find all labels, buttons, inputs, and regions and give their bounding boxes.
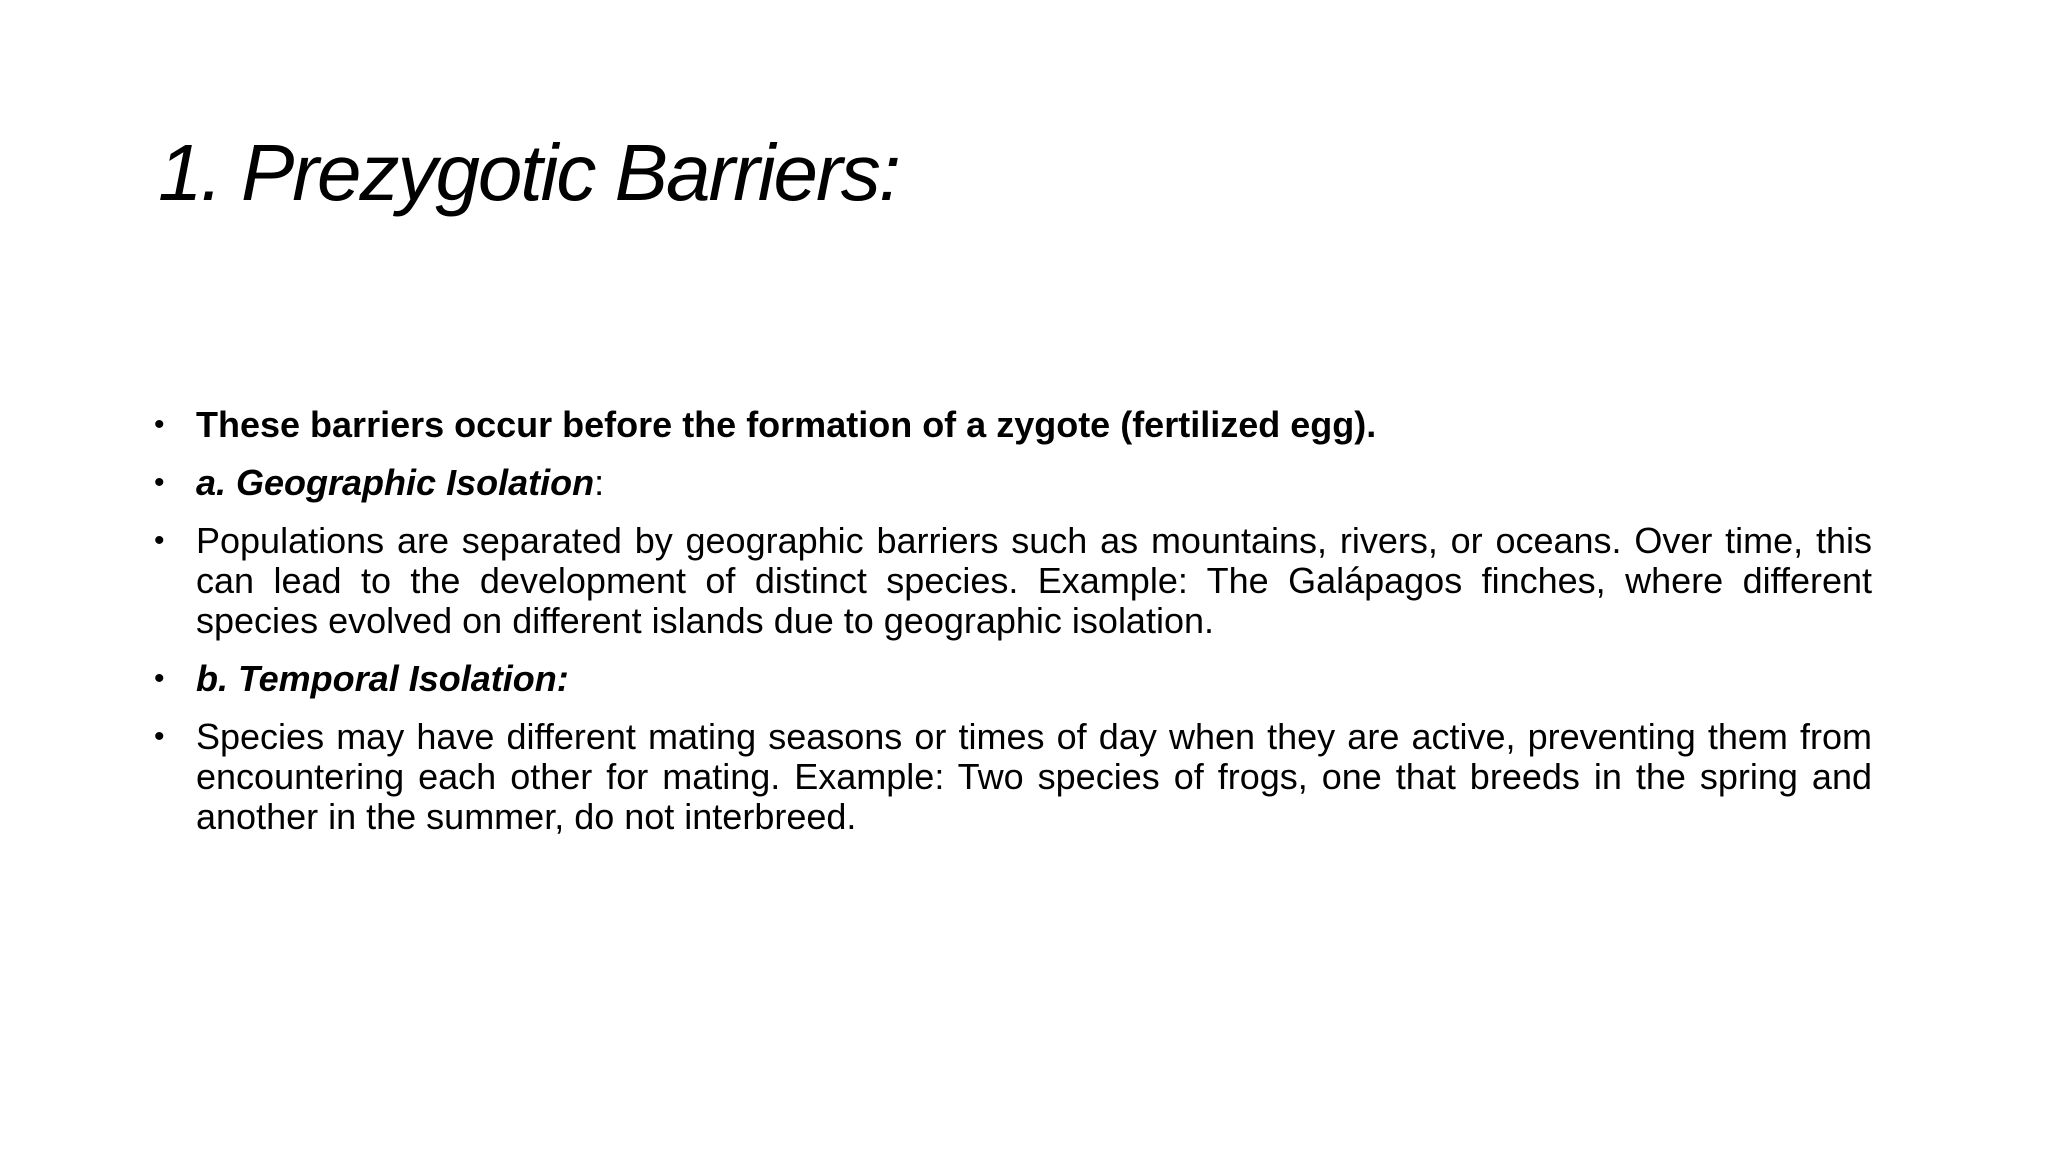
bullet-icon: •: [154, 662, 165, 695]
bullet-icon: •: [154, 524, 165, 557]
list-item: [152, 659, 1872, 699]
bullet-icon: •: [154, 466, 165, 499]
subheading-geographic-isolation: a. Geographic Isolation: [196, 462, 595, 503]
list-item: [152, 717, 1872, 837]
temporal-isolation-description: Species may have different mating seasons or times of day when they are active, preventing them from encountering each other for mating. Example: Two species of frogs, one that breeds in the spring and another in the summer, do not interbreed.: [196, 716, 1872, 837]
bullet-list: [152, 405, 1872, 837]
subheading-temporal-isolation: b. Temporal Isolation:: [196, 658, 569, 699]
geographic-isolation-description: Populations are separated by geographic barriers such as mountains, rivers, or oceans. Over time, this can lead to the development of distinct species. Example: The Galápagos finches, where different species evolved on different islands due to geographic isolation.: [196, 520, 1872, 641]
intro-statement: These barriers occur before the formation of a zygote (fertilized egg).: [196, 404, 1377, 445]
bullet-icon: •: [154, 720, 165, 753]
slide-title: 1. Prezygotic Barriers:: [158, 128, 899, 217]
bullet-icon: •: [154, 408, 165, 441]
list-item: [152, 521, 1872, 641]
subheading-colon: :: [594, 462, 605, 503]
list-item: [152, 463, 1872, 503]
list-item: [152, 405, 1872, 445]
